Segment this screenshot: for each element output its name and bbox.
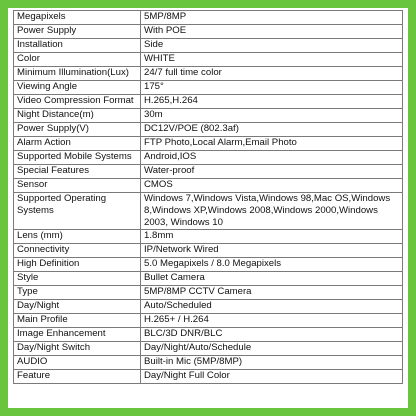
spec-value: 5.0 Megapixels / 8.0 Megapixels bbox=[141, 258, 403, 272]
spec-value: IP/Network Wired bbox=[141, 244, 403, 258]
spec-label: Supported Mobile Systems bbox=[14, 151, 141, 165]
spec-value: H.265,H.264 bbox=[141, 95, 403, 109]
spec-value: 30m bbox=[141, 109, 403, 123]
spec-label: Viewing Angle bbox=[14, 81, 141, 95]
table-row bbox=[14, 165, 403, 179]
spec-label: Installation bbox=[14, 39, 141, 53]
spec-label: Color bbox=[14, 53, 141, 67]
table-row bbox=[14, 244, 403, 258]
spec-value: CMOS bbox=[141, 179, 403, 193]
spec-value: Bullet Camera bbox=[141, 272, 403, 286]
spec-label: Video Compression Format bbox=[14, 95, 141, 109]
spec-table bbox=[13, 10, 403, 384]
spec-label: Day/Night Switch bbox=[14, 342, 141, 356]
spec-value: Side bbox=[141, 39, 403, 53]
spec-label: Day/Night bbox=[14, 300, 141, 314]
spec-value: Android,IOS bbox=[141, 151, 403, 165]
spec-label: Megapixels bbox=[14, 11, 141, 25]
spec-label: Feature bbox=[14, 370, 141, 384]
spec-label: Style bbox=[14, 272, 141, 286]
spec-value: Day/Night/Auto/Schedule bbox=[141, 342, 403, 356]
table-row bbox=[14, 81, 403, 95]
table-row bbox=[14, 179, 403, 193]
spec-value: Auto/Scheduled bbox=[141, 300, 403, 314]
spec-value: Water-proof bbox=[141, 165, 403, 179]
spec-label: Lens (mm) bbox=[14, 230, 141, 244]
spec-label: Night Distance(m) bbox=[14, 109, 141, 123]
table-row bbox=[14, 230, 403, 244]
spec-value: 5MP/8MP bbox=[141, 11, 403, 25]
table-row bbox=[14, 25, 403, 39]
spec-value: H.265+ / H.264 bbox=[141, 314, 403, 328]
spec-label: Image Enhancement bbox=[14, 328, 141, 342]
table-row bbox=[14, 193, 403, 230]
table-row bbox=[14, 272, 403, 286]
table-row bbox=[14, 300, 403, 314]
table-row bbox=[14, 151, 403, 165]
spec-label: Power Supply(V) bbox=[14, 123, 141, 137]
table-row bbox=[14, 342, 403, 356]
spec-value: DC12V/POE (802.3af) bbox=[141, 123, 403, 137]
table-row bbox=[14, 11, 403, 25]
spec-value: FTP Photo,Local Alarm,Email Photo bbox=[141, 137, 403, 151]
spec-label: High Definition bbox=[14, 258, 141, 272]
table-row bbox=[14, 67, 403, 81]
spec-label: Type bbox=[14, 286, 141, 300]
spec-label: Power Supply bbox=[14, 25, 141, 39]
spec-value: Windows 7,Windows Vista,Windows 98,Mac OS,Windows 8,Windows XP,Windows 2008,Windows 2000,Windows 2003, Windows 10 bbox=[141, 193, 403, 230]
spec-label: Connectivity bbox=[14, 244, 141, 258]
spec-label: Minimum Illumination(Lux) bbox=[14, 67, 141, 81]
spec-value: BLC/3D DNR/BLC bbox=[141, 328, 403, 342]
spec-value: With POE bbox=[141, 25, 403, 39]
table-row bbox=[14, 53, 403, 67]
table-row bbox=[14, 95, 403, 109]
table-row bbox=[14, 370, 403, 384]
table-row bbox=[14, 137, 403, 151]
spec-label: Alarm Action bbox=[14, 137, 141, 151]
spec-label: AUDIO bbox=[14, 356, 141, 370]
spec-value: Day/Night Full Color bbox=[141, 370, 403, 384]
table-row bbox=[14, 109, 403, 123]
spec-value: 5MP/8MP CCTV Camera bbox=[141, 286, 403, 300]
spec-value: 24/7 full time color bbox=[141, 67, 403, 81]
spec-value: 175° bbox=[141, 81, 403, 95]
table-row bbox=[14, 123, 403, 137]
spec-value: Built-in Mic (5MP/8MP) bbox=[141, 356, 403, 370]
table-row bbox=[14, 258, 403, 272]
spec-label: Special Features bbox=[14, 165, 141, 179]
spec-label: Supported Operating Systems bbox=[14, 193, 141, 230]
spec-value: WHITE bbox=[141, 53, 403, 67]
table-row bbox=[14, 314, 403, 328]
spec-table-body bbox=[14, 11, 403, 384]
spec-value: 1.8mm bbox=[141, 230, 403, 244]
table-row bbox=[14, 328, 403, 342]
spec-label: Main Profile bbox=[14, 314, 141, 328]
table-row bbox=[14, 356, 403, 370]
table-row bbox=[14, 286, 403, 300]
spec-label: Sensor bbox=[14, 179, 141, 193]
table-row bbox=[14, 39, 403, 53]
